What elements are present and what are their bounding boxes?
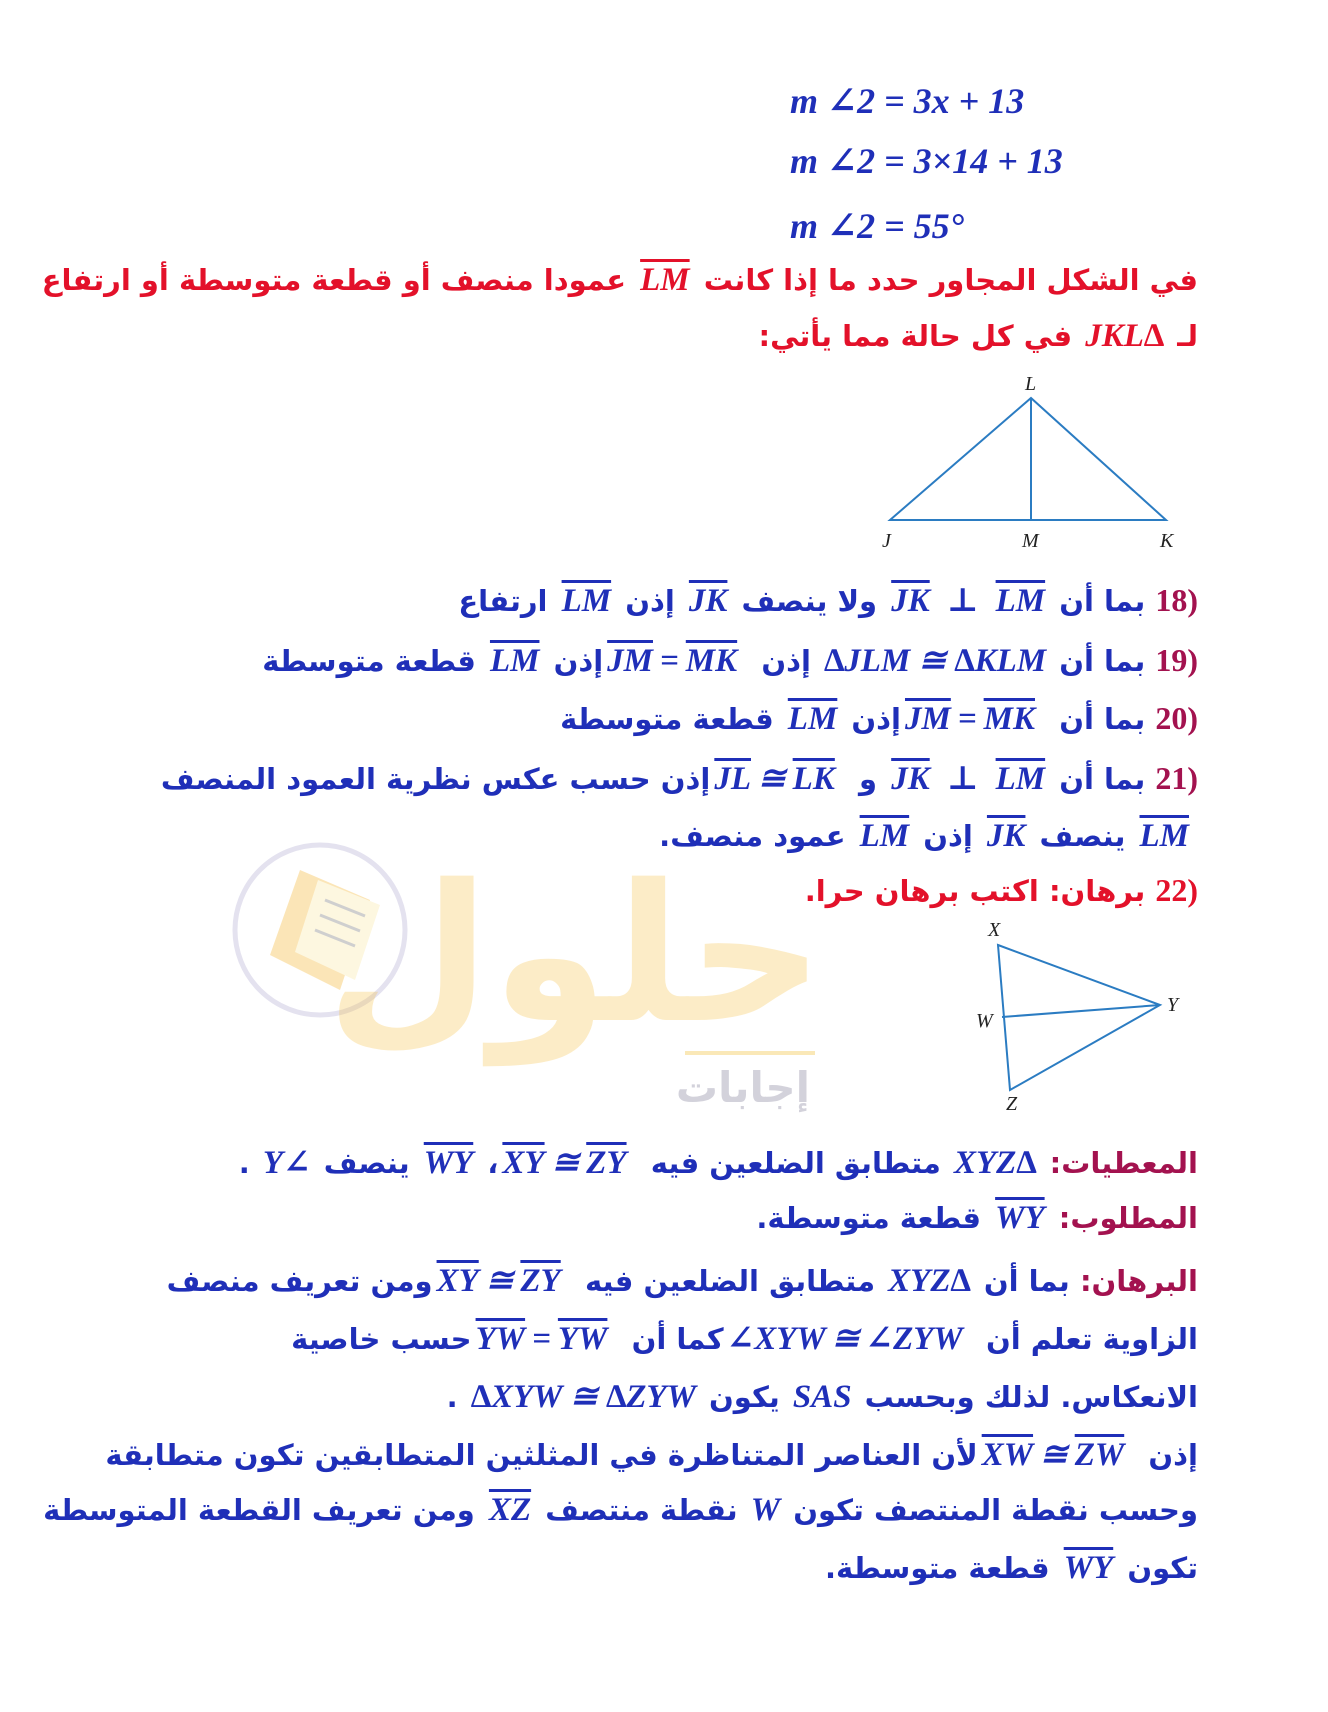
given-text-2: ينصف: [323, 1146, 410, 1180]
item-21-seg-lm-3: LM: [859, 818, 910, 854]
triangle-xyz-figure: [960, 905, 1190, 1120]
item-21-seg-lk: $\overline{LK}$: [792, 761, 835, 797]
label-k: K: [1160, 530, 1174, 550]
proof-angle-zyw: ∠ZYW: [865, 1321, 963, 1357]
proof-seg-zw: $\overline{ZW}$: [1074, 1437, 1125, 1473]
proof-label: البرهان:: [1079, 1264, 1198, 1298]
proof-sas: SAS: [792, 1379, 852, 1415]
item-20-seg-lm: LM: [787, 701, 838, 737]
item-18-seg-jk: JK: [891, 583, 930, 619]
label-z: Z: [1006, 1093, 1018, 1115]
triangle-xyz-outline: [998, 945, 1160, 1090]
item-18-text-1: ولا ينصف: [741, 584, 878, 618]
proof-seg-yw-2: $\overline{YW}$: [557, 1321, 608, 1357]
item-19-number: (19: [1155, 642, 1198, 678]
item-20-number: (20: [1155, 700, 1198, 736]
item-19-congruence: ∆JLM ≅ ∆KLM: [824, 643, 1047, 679]
proof-l2-cong-symbol: ≅: [831, 1321, 860, 1357]
question-text-a: في الشكل المجاور حدد ما إذا كانت: [703, 263, 1198, 297]
proof-seg-xy: $\overline{XY}$: [436, 1263, 479, 1299]
given-label: المعطيات:: [1049, 1146, 1198, 1180]
item-21-seg-jk: JK: [891, 761, 930, 797]
proof-text-1: متطابق الضلعين فيه: [584, 1264, 876, 1298]
given-seg-zy: $\overline{ZY}$: [586, 1145, 627, 1181]
proof-l2-text-c: حسب خاصية: [291, 1322, 472, 1356]
proof-line-5: [43, 1492, 1198, 1529]
proof-l2-angle-congruence: [724, 1322, 976, 1356]
watermark-brand: حلول: [325, 844, 825, 1065]
item-20-text-1: إذن: [851, 702, 901, 736]
triangle-jkl-figure: [860, 370, 1190, 550]
item-20-text-2: قطعة متوسطة: [560, 702, 774, 736]
item-21-seg-jk-2: JK: [986, 818, 1026, 854]
proof-seg-wy: WY: [1063, 1550, 1114, 1586]
item-19-seg-mk: $\overline{MK}$: [685, 643, 738, 679]
proof-seg-xz: XZ: [488, 1492, 532, 1528]
proof-l4-cong-symbol: ≅: [1040, 1437, 1068, 1473]
item-18-number: (18: [1155, 582, 1198, 618]
label-x: X: [988, 919, 1001, 941]
label-w: W: [976, 1010, 993, 1032]
given-seg-xy: $\overline{XY}$: [502, 1145, 545, 1181]
segment-wy-line: [1002, 1005, 1160, 1017]
equation-2: m ∠2 = 3×14 + 13: [790, 141, 1063, 181]
given-separator: ،: [487, 1146, 499, 1180]
item-21-text-2: ينصف: [1039, 819, 1126, 853]
item-21-seg-lm-2: LM: [1139, 818, 1189, 854]
item-20: [560, 700, 1198, 738]
item-19-text-1: إذن: [761, 644, 811, 678]
item-19-since: بما أن: [1059, 644, 1146, 678]
item-22-label: برهان:: [1048, 874, 1146, 908]
item-21-and: و: [859, 762, 878, 796]
triangle-jkl-outline: [890, 398, 1166, 520]
item-21-since: بما أن: [1059, 762, 1146, 796]
item-18-since: بما أن: [1059, 584, 1146, 618]
proof-l2-equals: =: [532, 1321, 551, 1357]
item-19-text-3: قطعة متوسطة: [262, 644, 476, 678]
proof-congruence: [433, 1264, 575, 1298]
equation-3: m ∠2 = 55°: [790, 206, 965, 246]
item-21-text-1: إذن حسب عكس نظرية العمود المنصف: [160, 762, 711, 796]
item-18-seg-jk-2: JK: [688, 583, 728, 619]
proof-l6-text-a: تكون: [1127, 1551, 1198, 1585]
proof-l3-text-a: الانعكاس. لذلك وبحسب: [864, 1380, 1198, 1414]
item-21-number: (21: [1155, 760, 1198, 796]
proof-l4-text-a: إذن: [1148, 1438, 1198, 1472]
item-21-congruence: [710, 762, 849, 796]
item-18-text-2: إذن: [625, 584, 675, 618]
given: [239, 1142, 1198, 1182]
given-text-1: متطابق الضلعين فيه: [650, 1146, 941, 1180]
item-20-seg-mk: $\overline{MK}$: [983, 701, 1035, 737]
proof-l4-congruence: [978, 1438, 1139, 1472]
watermark-sub: إجابات: [675, 1063, 810, 1112]
question-text-c: لـ: [1177, 319, 1198, 353]
proof-l2-text-b: كما أن: [631, 1322, 724, 1356]
item-21-seg-jl: $\overline{JL}$: [714, 761, 751, 797]
item-19-text-2: إذن: [553, 644, 604, 678]
item-20-equation: [901, 702, 1049, 736]
item-18-perp: ⊥: [946, 583, 979, 619]
watermark: [230, 820, 850, 1120]
given-triangle: ∆XYZ: [954, 1145, 1037, 1181]
segment-lm: LM: [640, 262, 690, 298]
proof-line-1: [167, 1260, 1198, 1300]
item-20-seg-jm: $\overline{JM}$: [904, 701, 951, 737]
proof-seg-zy: $\overline{ZY}$: [520, 1263, 561, 1299]
item-19-equation: [603, 644, 751, 678]
item-20-since: بما أن: [1059, 702, 1146, 736]
label-y: Y: [1167, 994, 1179, 1016]
item-21-text-3: إذن: [923, 819, 973, 853]
proof-seg-yw-1: $\overline{YW}$: [475, 1321, 526, 1357]
proof-l5-text-c: ومن تعريف القطعة المتوسطة: [43, 1493, 475, 1527]
question-text-d: في كل حالة مما يأتي:: [758, 319, 1073, 353]
proof-text-2: ومن تعريف منصف: [166, 1264, 433, 1298]
proof-line-3: [447, 1376, 1198, 1416]
item-22: [805, 872, 1198, 909]
proof-line-2: [291, 1318, 1198, 1358]
item-20-equals: =: [957, 701, 977, 737]
item-19: [262, 640, 1198, 680]
label-l: L: [1025, 373, 1037, 395]
given-congruence: [498, 1146, 640, 1180]
given-period: .: [238, 1146, 250, 1180]
item-18-seg-lm: LM: [995, 583, 1046, 619]
triangle-jkl: ∆JKL: [1085, 318, 1165, 354]
item-18-seg-lm-2: LM: [561, 583, 612, 619]
item-21: [161, 758, 1198, 798]
proof-point-w: W: [750, 1492, 781, 1528]
item-21-text-4: عمود منصف.: [659, 819, 846, 853]
proof-l5-text-b: نقطة منتصف: [545, 1493, 738, 1527]
proof-l6-text-b: قطعة متوسطة.: [824, 1551, 1050, 1585]
question-line-1: [42, 262, 1198, 299]
item-19-seg-lm: LM: [489, 643, 540, 679]
item-21-seg-lm: LM: [995, 761, 1046, 797]
proof-line-6: [825, 1550, 1198, 1587]
proof-l2-equation: [472, 1322, 622, 1356]
proof-l5-text-a: وحسب نقطة المنتصف تكون: [793, 1493, 1198, 1527]
proof-l4-text-b: لأن العناصر المتناظرة في المثلثين المتطابقين تكون متطابقة: [105, 1438, 978, 1472]
label-m: M: [1022, 530, 1039, 550]
item-21-cong-symbol: ≅: [758, 761, 786, 797]
proof-l3-text-b: يكون: [709, 1380, 780, 1414]
proof-l3-period: .: [446, 1380, 458, 1414]
question-text-b: عمودا منصف أو قطعة متوسطة أو ارتفاع: [41, 263, 627, 297]
item-18: [458, 580, 1198, 620]
given-angle-y: ∠Y: [262, 1145, 311, 1181]
label-j: J: [882, 530, 891, 550]
item-19-equals: =: [659, 643, 679, 679]
required-label: المطلوب:: [1058, 1201, 1198, 1235]
proof-line-4: [105, 1434, 1198, 1474]
proof-triangle-congruence: ∆XYW ≅ ∆ZYW: [470, 1379, 696, 1415]
given-cong-symbol: ≅: [551, 1145, 580, 1181]
proof-cong-symbol: ≅: [485, 1263, 514, 1299]
equation-1: m ∠2 = 3x + 13: [790, 81, 1025, 121]
item-21-perp: ⊥: [946, 761, 979, 797]
required-text: قطعة متوسطة.: [756, 1201, 981, 1235]
proof-since: بما أن: [983, 1264, 1070, 1298]
proof-angle-xyw: ∠XYW: [726, 1321, 826, 1357]
given-seg-wy: WY: [423, 1145, 474, 1181]
required-seg-wy: WY: [995, 1200, 1045, 1236]
item-18-text-3: ارتفاع: [458, 584, 548, 618]
question-line-2: [758, 318, 1198, 355]
item-22-text: اكتب برهان حرا.: [804, 874, 1039, 908]
item-22-number: (22: [1155, 872, 1198, 908]
required: [756, 1200, 1198, 1237]
proof-seg-xw: $\overline{XW}$: [981, 1437, 1034, 1473]
proof-l2-text-a: الزاوية تعلم أن: [985, 1322, 1198, 1356]
item-19-seg-jm: $\overline{JM}$: [607, 643, 653, 679]
proof-triangle: ∆XYZ: [888, 1263, 971, 1299]
